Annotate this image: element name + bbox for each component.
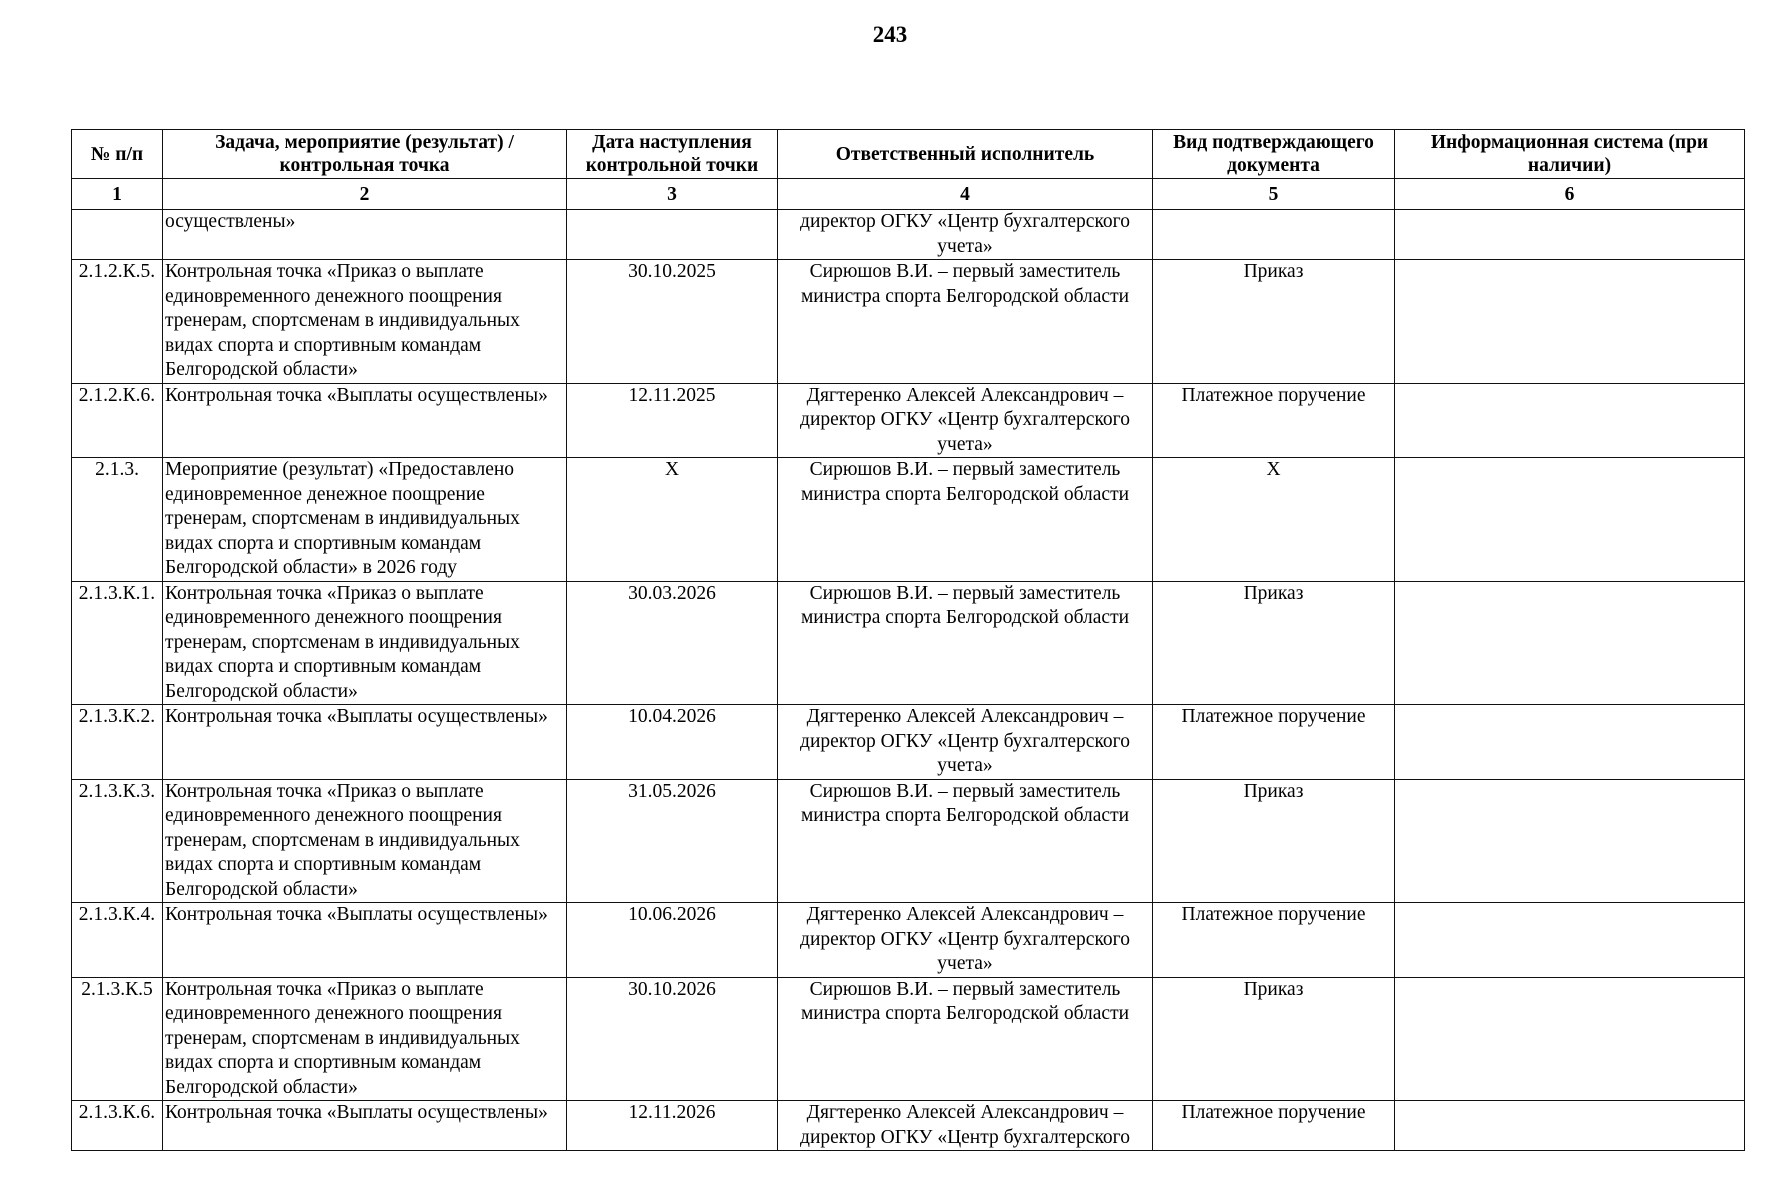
row-task: Контрольная точка «Выплаты осуществлены» (163, 903, 567, 978)
row-system (1395, 705, 1745, 780)
row-task: Контрольная точка «Приказ о выплате единовременного денежного поощрения тренерам, спортсменам в индивидуальных видах спорта и спортивным командам Белгородской области» (163, 779, 567, 903)
row-responsible: Дягтеренко Алексей Александрович – директор ОГКУ «Центр бухгалтерского (778, 1101, 1153, 1151)
row-system (1395, 903, 1745, 978)
header-num: № п/п (72, 130, 163, 179)
column-number: 4 (778, 179, 1153, 210)
row-number (72, 210, 163, 260)
table-row (72, 383, 1745, 458)
row-task: осуществлены» (163, 210, 567, 260)
row-date: 30.03.2026 (567, 581, 778, 705)
row-system (1395, 260, 1745, 384)
row-system (1395, 210, 1745, 260)
row-task: Контрольная точка «Выплаты осуществлены» (163, 705, 567, 780)
row-date: 31.05.2026 (567, 779, 778, 903)
row-number: 2.1.3.К.2. (72, 705, 163, 780)
row-responsible: Сирюшов В.И. – первый заместитель министра спорта Белгородской области (778, 977, 1153, 1101)
row-system (1395, 779, 1745, 903)
row-document: Х (1153, 458, 1395, 582)
row-date: 12.11.2025 (567, 383, 778, 458)
row-number: 2.1.3.К.6. (72, 1101, 163, 1151)
row-date: Х (567, 458, 778, 582)
row-responsible: Сирюшов В.И. – первый заместитель министра спорта Белгородской области (778, 779, 1153, 903)
row-document: Платежное поручение (1153, 903, 1395, 978)
row-task: Контрольная точка «Выплаты осуществлены» (163, 1101, 567, 1151)
page-number: 243 (872, 22, 908, 47)
row-date: 12.11.2026 (567, 1101, 778, 1151)
row-number: 2.1.3.К.4. (72, 903, 163, 978)
row-document: Приказ (1153, 260, 1395, 384)
row-document: Приказ (1153, 977, 1395, 1101)
row-responsible: директор ОГКУ «Центр бухгалтерского учета» (778, 210, 1153, 260)
row-document: Приказ (1153, 581, 1395, 705)
row-number: 2.1.2.К.5. (72, 260, 163, 384)
row-task: Контрольная точка «Приказ о выплате единовременного денежного поощрения тренерам, спортсменам в индивидуальных видах спорта и спортивным командам Белгородской области» (163, 260, 567, 384)
row-responsible: Сирюшов В.И. – первый заместитель министра спорта Белгородской области (778, 581, 1153, 705)
row-document (1153, 210, 1395, 260)
row-document: Платежное поручение (1153, 383, 1395, 458)
header-responsible: Ответственный исполнитель (778, 130, 1153, 179)
row-document: Платежное поручение (1153, 705, 1395, 780)
table-row (72, 977, 1745, 1101)
row-date: 10.04.2026 (567, 705, 778, 780)
row-system (1395, 581, 1745, 705)
header-system: Информационная система (при наличии) (1395, 130, 1745, 179)
header-task: Задача, мероприятие (результат) / контрольная точка (163, 130, 567, 179)
table-row (72, 581, 1745, 705)
header-row (72, 130, 1745, 179)
table-row (72, 458, 1745, 582)
column-number: 5 (1153, 179, 1395, 210)
row-system (1395, 1101, 1745, 1151)
column-number: 1 (72, 179, 163, 210)
row-number: 2.1.3.К.3. (72, 779, 163, 903)
row-responsible: Сирюшов В.И. – первый заместитель министра спорта Белгородской области (778, 458, 1153, 582)
row-date: 10.06.2026 (567, 903, 778, 978)
row-task: Мероприятие (результат) «Предоставлено единовременное денежное поощрение тренерам, спортсменам в индивидуальных видах спорта и спортивным командам Белгородской области» в 2026 году (163, 458, 567, 582)
row-number: 2.1.3. (72, 458, 163, 582)
header-date: Дата наступления контрольной точки (567, 130, 778, 179)
column-number: 6 (1395, 179, 1745, 210)
row-document: Приказ (1153, 779, 1395, 903)
row-task: Контрольная точка «Приказ о выплате единовременного денежного поощрения тренерам, спортсменам в индивидуальных видах спорта и спортивным командам Белгородской области» (163, 581, 567, 705)
table-row (72, 1101, 1745, 1151)
row-task: Контрольная точка «Выплаты осуществлены» (163, 383, 567, 458)
row-date: 30.10.2026 (567, 977, 778, 1101)
row-date (567, 210, 778, 260)
row-document: Платежное поручение (1153, 1101, 1395, 1151)
row-number: 2.1.3.К.1. (72, 581, 163, 705)
row-number: 2.1.3.К.5 (72, 977, 163, 1101)
row-date: 30.10.2025 (567, 260, 778, 384)
table-row (72, 779, 1745, 903)
header-document: Вид подтверждающего документа (1153, 130, 1395, 179)
table-row (72, 210, 1745, 260)
row-system (1395, 458, 1745, 582)
column-number: 3 (567, 179, 778, 210)
row-system (1395, 977, 1745, 1101)
row-system (1395, 383, 1745, 458)
table-row (72, 903, 1745, 978)
row-responsible: Дягтеренко Алексей Александрович – директор ОГКУ «Центр бухгалтерского учета» (778, 705, 1153, 780)
table-row (72, 705, 1745, 780)
column-number-row (72, 179, 1745, 210)
row-task: Контрольная точка «Приказ о выплате единовременного денежного поощрения тренерам, спортсменам в индивидуальных видах спорта и спортивным командам Белгородской области» (163, 977, 567, 1101)
row-number: 2.1.2.К.6. (72, 383, 163, 458)
row-responsible: Дягтеренко Алексей Александрович – директор ОГКУ «Центр бухгалтерского учета» (778, 903, 1153, 978)
table-row (72, 260, 1745, 384)
row-responsible: Дягтеренко Алексей Александрович – директор ОГКУ «Центр бухгалтерского учета» (778, 383, 1153, 458)
row-responsible: Сирюшов В.И. – первый заместитель министра спорта Белгородской области (778, 260, 1153, 384)
column-number: 2 (163, 179, 567, 210)
control-points-table (71, 129, 1745, 1151)
